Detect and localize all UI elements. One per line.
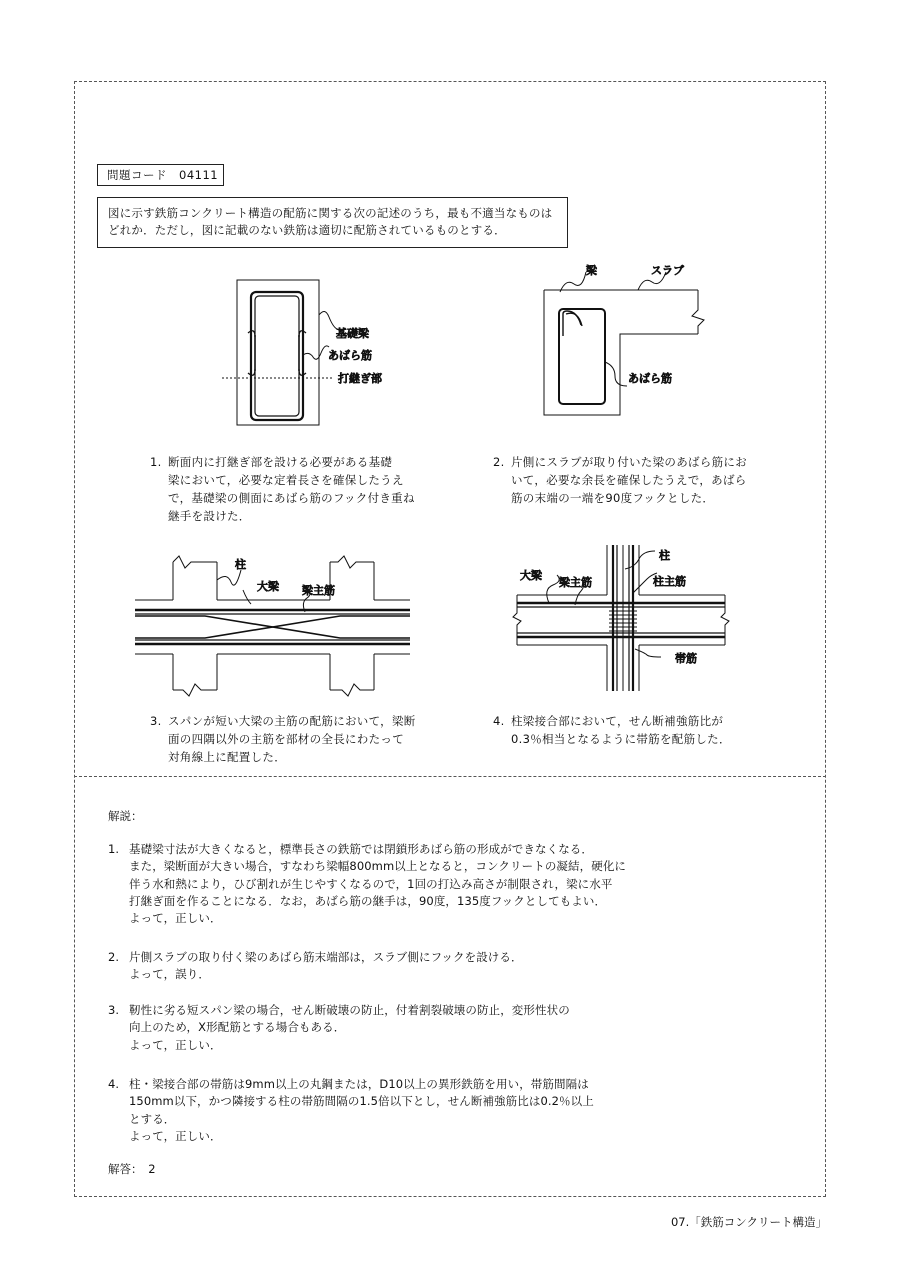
stirrup (251, 292, 303, 420)
choice-1: 1. 断面内に打継ぎ部を設ける必要がある基礎 梁において，必要な定着長さを確保したうえ で，基礎梁の側面にあばら筋のフック付き重ね 継手を設けた． (150, 455, 415, 523)
label-beam-main-bar: 梁主筋 (559, 576, 592, 589)
label-hoop: 帯筋 (675, 652, 697, 665)
label-construction-joint: 打継ぎ部 (338, 372, 382, 385)
choice-3: 3. スパンが短い大梁の主筋の配筋において，梁断 面の四隅以外の主筋を部材の全長にわたって 対角線上に配置した． (150, 714, 416, 764)
problem-code: 問題コード 04111 (97, 164, 224, 186)
section-divider (74, 776, 826, 777)
choice-2: 2. 片側にスラブが取り付いた梁のあばら筋にお いて，必要な余長を確保したうえで，あばら 筋の末端の一端を90度フックとした． (493, 455, 747, 505)
explanation-title: 解説： (108, 809, 143, 823)
lap-left (251, 335, 255, 371)
lap-right (299, 335, 303, 371)
label-girder: 大梁 (520, 569, 542, 582)
column-lower-left (173, 654, 217, 696)
column-upper-right (330, 556, 374, 600)
diagonal-bar-2 (135, 616, 410, 638)
explanation-1: 1. 基礎梁寸法が大きくなると，標準長さの鉄筋では閉鎖形あばら筋の形成ができなくなる． また，梁断面が大きい場合，すなわち梁幅800mm以上となると，コンクリートの凝結，硬化に 伴う水和熱により，ひび割れが生じやすくなるので，1回の打込み高さが制限され，梁に水平 打継ぎ面を作ることになる．なお，あばら筋の継手は，90度，135度フックとしてもよい． よって，正しい． (108, 842, 627, 926)
figure-2-beam-with-slab (530, 262, 710, 432)
figure-1-foundation-beam (210, 275, 440, 435)
question-line: 図に示す鉄筋コンクリート構造の配筋に関する次の記述のうち，最も不適当なものは (108, 206, 553, 220)
label-column-main-bar: 柱主筋 (653, 575, 686, 588)
label-foundation-beam: 基礎梁 (336, 327, 369, 340)
beam-outline (237, 280, 319, 425)
label-beam: 梁 (586, 264, 597, 277)
explanation-2: 2. 片側スラブの取り付く梁のあばら筋末端部は，スラブ側にフックを設ける． よって，誤り． (108, 950, 523, 982)
figure-3-short-span-girder (135, 550, 415, 700)
label-stirrup: あばら筋 (328, 349, 372, 362)
column-upper-left (173, 556, 217, 600)
explanation-3: 3. 靭性に劣る短スパン梁の場合，せん断破壊の防止，付着割裂破壊の防止，変形性状の 向上のため，X形配筋とする場合もある． よって，正しい． (108, 1003, 570, 1052)
stirrup-inner (255, 296, 299, 416)
choice-4: 4. 柱梁接合部において，せん断補強筋比が 0.3％相当となるように帯筋を配筋した． (493, 714, 731, 746)
explanation-4: 4. 柱・梁接合部の帯筋は9mm以上の丸鋼または，D10以上の異形鉄筋を用い，帯筋間隔は 150mm以下，かつ隣接する柱の帯筋間隔の1.5倍以下とし，せん断補強筋比は0.2％以上 とする． よって，正しい． (108, 1077, 594, 1143)
column-lower-right (330, 654, 374, 696)
figure-4-beam-column-joint (515, 545, 735, 695)
label-column: 柱 (235, 558, 246, 571)
label-girder: 大梁 (257, 580, 279, 593)
stirrup (559, 309, 605, 404)
footer-chapter: 07.「鉄筋コンクリート構造」 (670, 1215, 827, 1229)
label-stirrup: あばら筋 (628, 372, 672, 385)
answer: 解答： 2 (108, 1162, 156, 1176)
label-column: 柱 (659, 549, 670, 562)
question-box (97, 197, 568, 248)
label-beam-main-bar: 梁主筋 (302, 584, 335, 597)
label-slab: スラブ (651, 264, 684, 277)
question-line: どれか．ただし，図に記載のない鉄筋は適切に配筋されているものとする． (108, 223, 506, 237)
